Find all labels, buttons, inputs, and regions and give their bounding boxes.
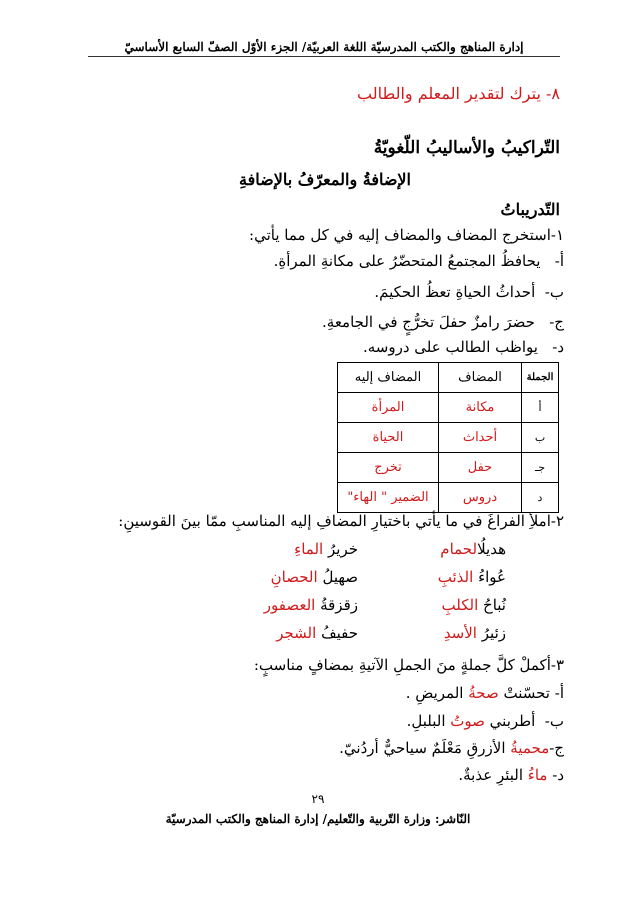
cell-mudaf: أحداث (439, 423, 522, 453)
ex2-pair-left: زقزقةُ العصفور (263, 596, 358, 614)
ex1-line-text: يواظب الطالب على دروسه. (362, 338, 538, 356)
section-title: التّراكيبُ والأساليبُ اللّغويّةُ (373, 138, 560, 158)
ex2-answer: الحصانِ (270, 568, 318, 586)
ex3-line-b: ب- أطربني صوتُ البلبلِ. (406, 712, 564, 730)
ex2-pair-left: حفيفُ الشجر (276, 624, 358, 642)
ex1-line-num: أ- (554, 252, 564, 270)
ex3-answer: صوتُ (450, 712, 485, 730)
ex2-answer: الكلبِ (441, 596, 479, 614)
ex2-pair-left: خريرُ الماءِ (294, 540, 358, 558)
ex2-pair-right: هديلُالحمام (440, 540, 506, 558)
col-header-mudaf-ilayh: المضاف إليه (338, 363, 439, 393)
ex1-line-text: حضرَ رامزٌ حفلَ تخرُّجٍ في الجامعةِ. (322, 313, 535, 331)
ex3-line-a: أ- تحسّنتْ صحةُ المريضِ . (405, 684, 564, 702)
row-label: د (522, 483, 559, 513)
publisher-footer: النّاشر: وزارة التّربية والتّعليم/ إدارة المناهج والكتب المدرسيّة (165, 812, 471, 826)
table-row (338, 483, 559, 513)
ex1-line-d (363, 338, 564, 356)
ex1-line-num: د- (552, 338, 564, 356)
row-label: ب (522, 423, 559, 453)
ex1-line-text: يحافظُ المجتمعُ المتحضّرُ على مكانةِ المرأةِ. (273, 252, 541, 270)
ex1-line-b (374, 283, 564, 301)
ex2-prompt: ٢-املأِ الفراغَ في ما يأتي باختيارِ المضافِ إليه المناسبِ ممّا بينَ القوسينِ: (118, 512, 564, 530)
ex2-answer: الحمام (440, 540, 478, 558)
table-header-row (338, 363, 559, 393)
ex3-answer: صحةُ (468, 684, 499, 702)
mudaf-table (337, 362, 559, 513)
ex3-line-c: ج-محميةُ الأزرقِ مَعْلَمٌ سياحيٌّ أردُنيّ. (339, 739, 564, 757)
page-number: ٢٩ (311, 792, 325, 806)
table-row (338, 423, 559, 453)
cell-mudaf: مكانة (439, 393, 522, 423)
ex1-line-num: ب- (544, 283, 564, 301)
ex2-pair-right: عُواءُ الذئبِ (437, 568, 506, 586)
item-8: ٨- يترك لتقدير المعلم والطالب (357, 84, 560, 103)
cell-mudaf: دروس (439, 483, 522, 513)
row-label: أ (522, 393, 559, 423)
ex1-line-c (322, 313, 564, 331)
ex1-prompt: ١-استخرج المضاف والمضاف إليه في كل مما يأتي: (249, 226, 564, 244)
cell-mudaf: حفل (439, 453, 522, 483)
col-header-sentence: الجملة (522, 363, 559, 393)
subsection-title: الإضافةُ والمعرّفُ بالإضافةِ (239, 170, 411, 189)
ex1-line-a (274, 252, 564, 270)
ex3-answer: ماءُ (527, 766, 548, 784)
ex3-answer: محميةُ (510, 739, 550, 757)
ex1-line-num: ج- (549, 313, 564, 331)
table-row (338, 393, 559, 423)
running-header: إدارة المناهج والكتب المدرسيّة اللغة العربيّة/ الجزء الأوّل الصفّ السابع الأساسيّ (124, 40, 524, 54)
ex2-pair-right: نُباحُ الكلبِ (441, 596, 506, 614)
row-label: جـ (522, 453, 559, 483)
table-row (338, 453, 559, 483)
ex2-answer: الأسدِ (443, 624, 477, 642)
col-header-mudaf: المضاف (439, 363, 522, 393)
ex3-prompt: ٣-أكملْ كلَّ جملةٍ منَ الجملِ الآتيةِ بمضافٍ مناسبٍ: (253, 656, 564, 674)
ex1-line-text: أحداثُ الحياةِ تعظُ الحكيمَ. (374, 283, 536, 301)
header-rule (88, 56, 560, 57)
ex2-pair-right: زئيرُ الأسدِ (443, 624, 506, 642)
cell-mudaf-ilayh: المرأة (338, 393, 439, 423)
ex2-answer: الماءِ (294, 540, 324, 558)
ex2-answer: الذئبِ (437, 568, 474, 586)
cell-mudaf-ilayh: الضمير " الهاء" (338, 483, 439, 513)
cell-mudaf-ilayh: تخرج (338, 453, 439, 483)
ex2-pair-left: صهيلُ الحصانِ (270, 568, 358, 586)
cell-mudaf-ilayh: الحياة (338, 423, 439, 453)
ex2-answer: العصفور (263, 596, 316, 614)
ex3-line-d: د- ماءُ البئرِ عذبةٌ. (458, 766, 564, 784)
ex2-answer: الشجر (276, 624, 317, 642)
exercises-title: التّدريباتُ (500, 200, 560, 219)
